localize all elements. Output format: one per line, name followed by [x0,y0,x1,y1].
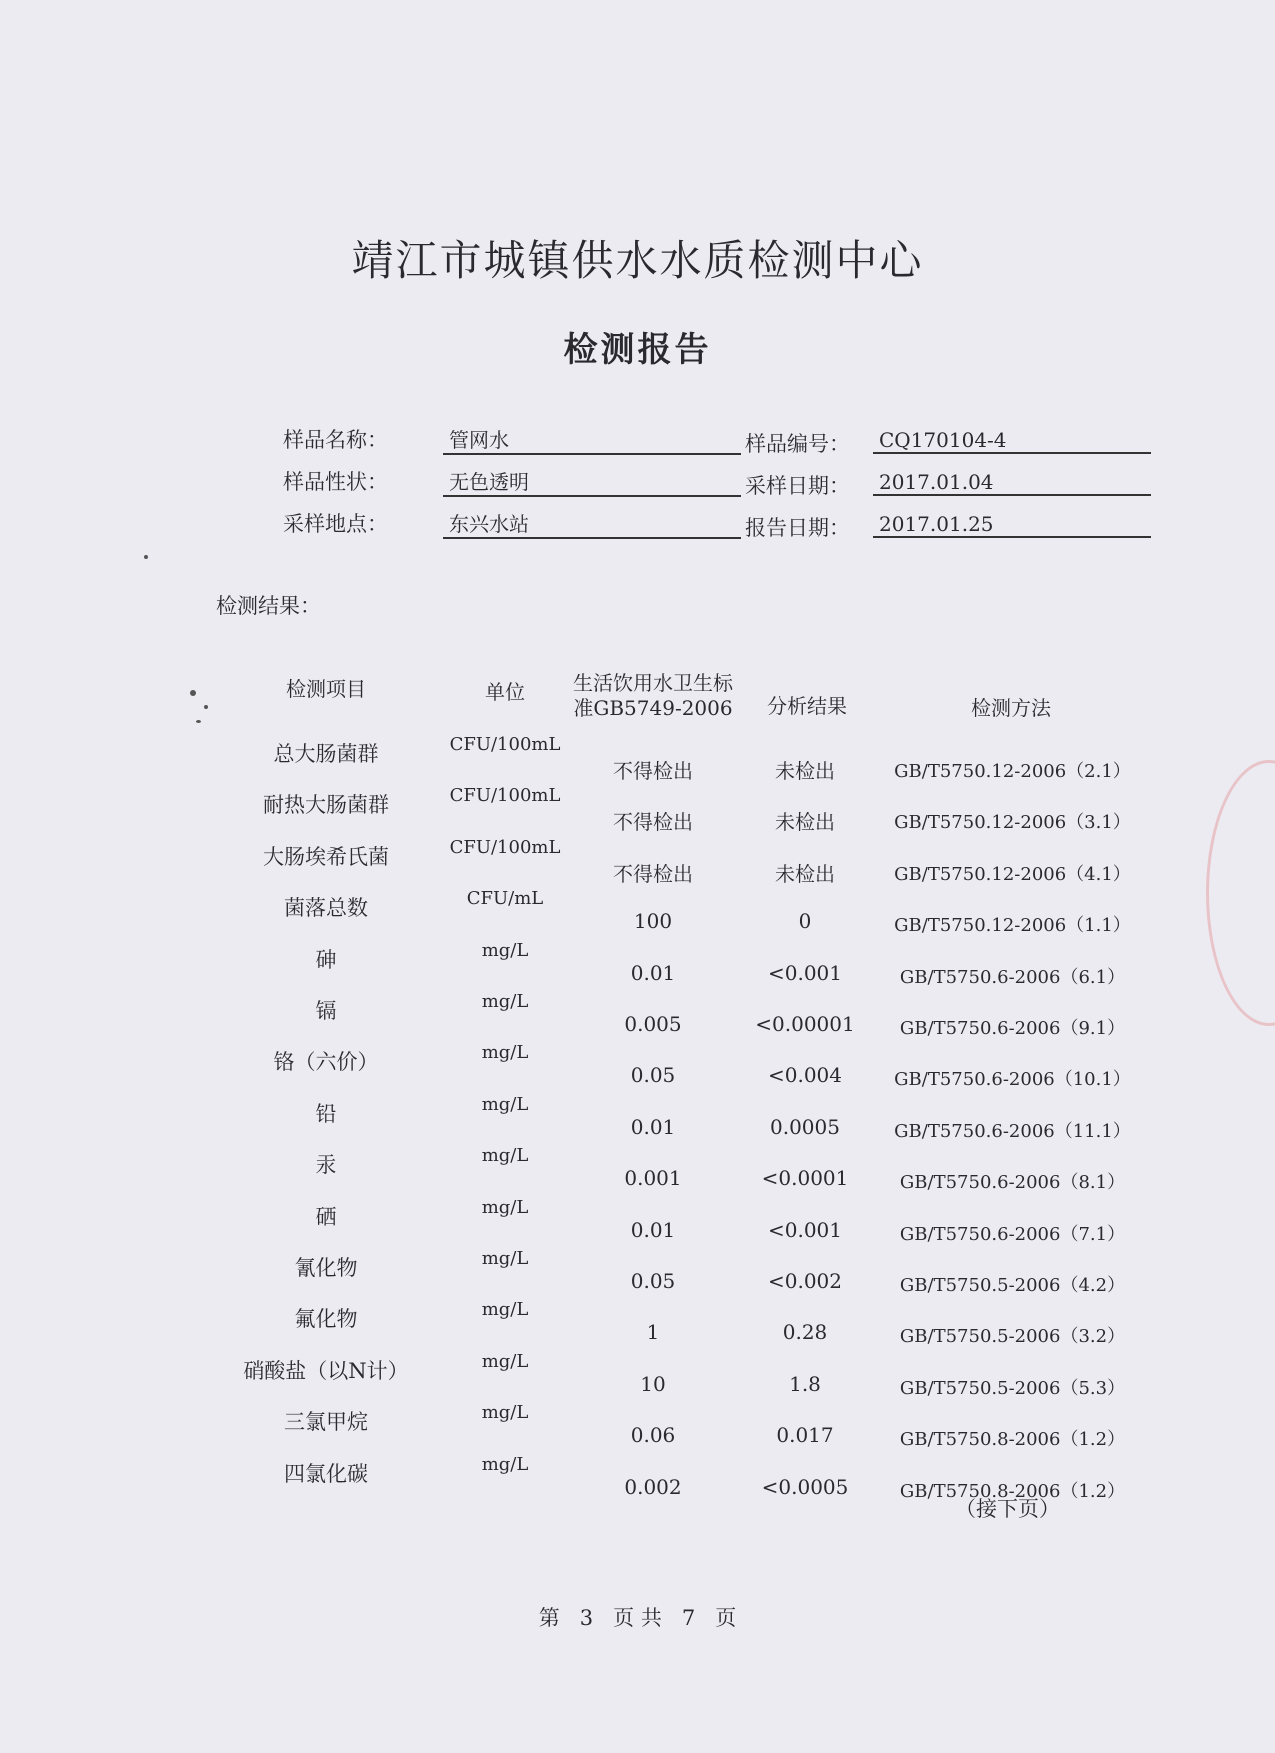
row-standard: 100 [633,909,673,933]
report-date-label: 报告日期： [745,516,850,540]
footer-page-mid: 页 共 [613,1606,662,1630]
results-label: 检测结果： [216,594,321,618]
row-method: GB/T5750.12-2006（3.1） [894,812,1131,833]
row-item: 硒 [315,1205,337,1229]
continued-note: （接下页） [955,1497,1060,1521]
header-method: 检测方法 [971,696,1051,720]
row-standard: 不得检出 [613,862,693,886]
row-item: 大肠埃希氏菌 [263,845,389,869]
row-result: 1.8 [789,1372,821,1396]
row-result: 0 [798,909,812,933]
header-item: 检测项目 [286,677,366,701]
row-method: GB/T5750.6-2006（10.1） [894,1069,1131,1090]
scan-speck [144,555,148,559]
row-result: 未检出 [775,810,835,834]
row-method: GB/T5750.6-2006（8.1） [899,1172,1126,1193]
sample-name-label: 样品名称： [283,428,388,452]
row-standard: 0.002 [624,1475,682,1499]
footer-page-current: 3 [579,1606,594,1630]
row-standard: 0.06 [630,1423,676,1447]
row-item: 三氯甲烷 [284,1410,368,1434]
row-standard: 不得检出 [613,810,693,834]
row-unit: mg/L [481,1248,529,1269]
row-item: 菌落总数 [284,896,368,920]
row-unit: mg/L [481,1299,529,1320]
sampling-site-label: 采样地点： [283,512,388,536]
row-unit: CFU/100mL [449,785,561,806]
sampling-date-value: 2017.01.04 [873,470,1151,496]
row-item: 汞 [315,1153,337,1177]
row-item: 铬（六价） [273,1050,379,1074]
row-method: GB/T5750.6-2006（11.1） [894,1121,1131,1142]
footer-page-total: 7 [681,1606,696,1630]
footer-page-pre: 第 [538,1606,560,1630]
row-standard: 1 [646,1320,660,1344]
row-item: 镉 [315,999,337,1023]
footer-page-post: 页 [715,1606,737,1630]
sample-name-value: 管网水 [443,424,741,455]
header-standard-line2: 准GB5749-2006 [573,696,733,720]
org-title: 靖江市城镇供水水质检测中心 [351,236,924,285]
sample-id-value: CQ170104-4 [873,428,1151,454]
row-standard: 不得检出 [613,759,693,783]
row-unit: mg/L [481,1197,529,1218]
row-standard: 0.01 [630,961,676,985]
row-item: 四氯化碳 [284,1462,368,1486]
sample-appearance-label: 样品性状： [283,470,388,494]
row-result: 未检出 [775,759,835,783]
row-unit: CFU/100mL [449,837,561,858]
red-seal-fragment [1206,760,1275,1026]
scan-speck [190,690,196,696]
row-unit: mg/L [481,1402,529,1423]
row-unit: CFU/100mL [449,734,561,755]
row-unit: mg/L [481,991,529,1012]
row-result: <0.002 [767,1269,842,1293]
row-unit: mg/L [481,1145,529,1166]
sample-appearance-value: 无色透明 [443,466,741,497]
row-result: <0.001 [767,961,842,985]
row-unit: CFU/mL [466,888,544,909]
sampling-date-label: 采样日期： [745,474,850,498]
row-standard: 0.05 [630,1269,676,1293]
row-method: GB/T5750.5-2006（5.3） [899,1378,1126,1399]
row-item: 耐热大肠菌群 [263,793,389,817]
sampling-site-value: 东兴水站 [443,508,741,539]
row-item: 铅 [315,1102,337,1126]
row-method: GB/T5750.6-2006（7.1） [899,1224,1126,1245]
row-standard: 0.01 [630,1218,676,1242]
row-standard: 0.005 [624,1012,682,1036]
row-result: <0.001 [767,1218,842,1242]
row-item: 氰化物 [294,1256,358,1280]
row-item: 砷 [315,948,337,972]
report-date-value: 2017.01.25 [873,512,1151,538]
row-result: 未检出 [775,862,835,886]
sample-id-label: 样品编号： [745,432,850,456]
row-result: <0.0001 [761,1166,849,1190]
row-item: 氟化物 [294,1307,358,1331]
row-unit: mg/L [481,1351,529,1372]
page-footer [0,1602,1275,1632]
row-method: GB/T5750.5-2006（4.2） [899,1275,1126,1296]
row-standard: 0.05 [630,1063,676,1087]
row-method: GB/T5750.6-2006（9.1） [899,1018,1126,1039]
row-unit: mg/L [481,1454,529,1475]
row-result: 0.0005 [770,1115,840,1139]
scan-speck [204,705,208,709]
row-result: <0.00001 [755,1012,855,1036]
row-result: 0.28 [782,1320,828,1344]
row-item: 总大肠菌群 [273,742,379,766]
row-standard: 10 [640,1372,666,1396]
row-method: GB/T5750.5-2006（3.2） [899,1326,1126,1347]
row-standard: 0.001 [624,1166,682,1190]
header-unit: 单位 [485,680,525,704]
header-result: 分析结果 [767,694,847,718]
row-result: <0.004 [767,1063,842,1087]
row-method: GB/T5750.6-2006（6.1） [899,967,1126,988]
row-standard: 0.01 [630,1115,676,1139]
scan-speck [196,720,201,723]
row-method: GB/T5750.8-2006（1.2） [899,1429,1126,1450]
row-method: GB/T5750.12-2006（1.1） [894,915,1131,936]
row-unit: mg/L [481,940,529,961]
header-standard-line1: 生活饮用水卫生标 [573,671,733,695]
row-method: GB/T5750.12-2006（4.1） [894,864,1131,885]
row-item: 硝酸盐（以N计） [243,1359,409,1383]
row-result: 0.017 [776,1423,834,1447]
row-unit: mg/L [481,1094,529,1115]
row-result: <0.0005 [761,1475,849,1499]
row-unit: mg/L [481,1042,529,1063]
doc-title: 检测报告 [563,330,712,370]
row-method: GB/T5750.12-2006（2.1） [894,761,1131,782]
row-method: GB/T5750.8-2006（1.2） [899,1481,1126,1502]
